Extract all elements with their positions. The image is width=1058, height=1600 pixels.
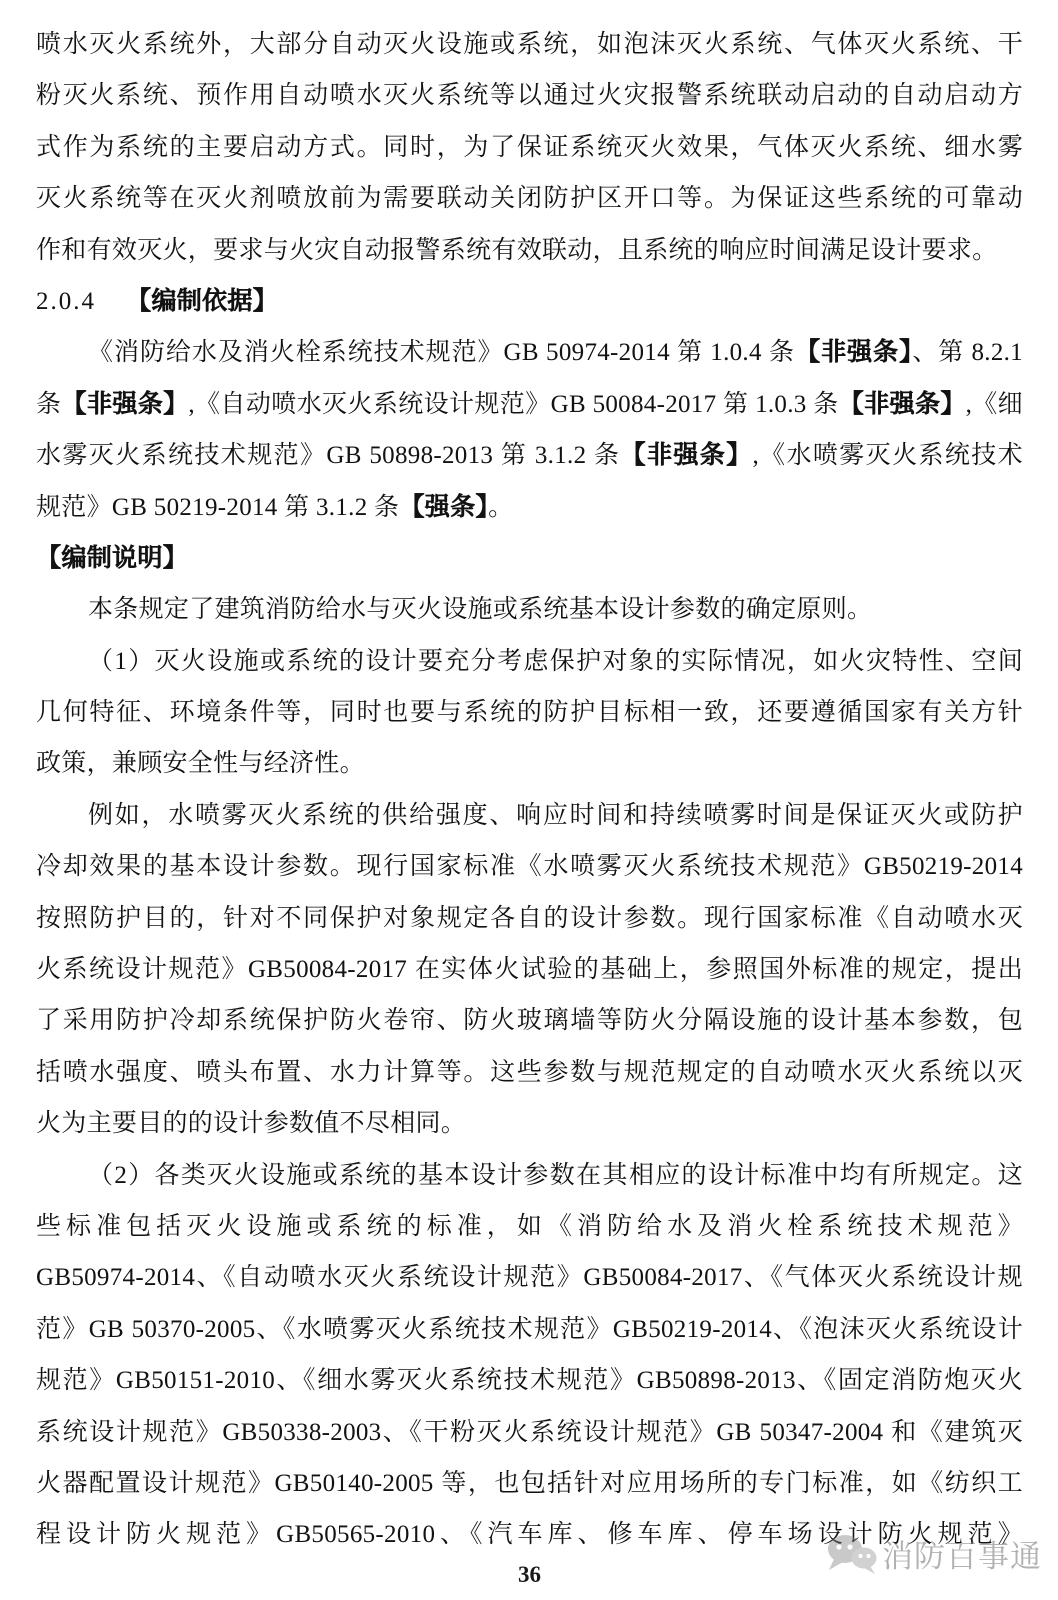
text-line [36, 70, 1023, 121]
text-line [36, 482, 1023, 533]
watermark-text: 消防百事通 [882, 1539, 1042, 1574]
text-run: 《消防给水及消火栓系统技术规范》GB 50974-2014 第 1.0.4 条 [88, 339, 795, 367]
text-line [36, 893, 1023, 944]
text-run: 范》GB 50370-2005、《水喷雾灭火系统技术规范》GB50219-2014、《泡沫灭火系统设计 [36, 1315, 1023, 1343]
text-line [36, 790, 1023, 841]
text-run: 作和有效灭火，要求与火灾自动报警系统有效联动，且系统的响应时间满足设计要求。 [36, 236, 998, 264]
text-run: 火系统设计规范》GB50084-2017 在实体火试验的基础上，参照国外标准的规定，提出 [36, 956, 1023, 984]
text-line [36, 173, 1023, 224]
text-line [36, 327, 1023, 378]
page-number: 36 [518, 1562, 541, 1587]
text-line [36, 636, 1023, 687]
text-run: 喷水灭火系统外，大部分自动灭火设施或系统，如泡沫灭火系统、气体灭火系统、干 [36, 31, 1023, 58]
text-line [36, 1458, 1023, 1509]
text-line [36, 1201, 1023, 1252]
text-line [36, 944, 1023, 995]
text-line [36, 995, 1023, 1046]
text-line [36, 1355, 1023, 1406]
text-run: GB50974-2014、《自动喷水灭火系统设计规范》GB50084-2017、《气体灭火系统设计规 [36, 1264, 1023, 1292]
emphasis-text: 【非强条】 [620, 442, 753, 470]
text-run: 。 [488, 493, 514, 521]
text-run: 2.0.4 [36, 287, 96, 315]
text-line [36, 1047, 1023, 1098]
emphasis-text: 【编制依据】 [126, 287, 278, 315]
text-run: ,《水喷雾灭火系统技术 [752, 442, 1023, 470]
text-line [36, 584, 1023, 635]
text-run: 规范》GB 50219-2014 第 3.1.2 条 [36, 493, 400, 521]
text-line [36, 225, 1023, 276]
text-run: （1）灭火设施或系统的设计要充分考虑保护对象的实际情况，如火灾特性、空间 [88, 647, 1023, 675]
text-line [36, 1304, 1023, 1355]
text-line [36, 687, 1023, 738]
text-run: 例如，水喷雾灭火系统的供给强度、响应时间和持续喷雾时间是保证灭火或防护 [88, 801, 1023, 829]
emphasis-text: 【非强条】 [61, 390, 189, 418]
text-run: 本条规定了建筑消防给水与灭火设施或系统基本设计参数的确定原则。 [88, 596, 873, 624]
text-run: 火器配置设计规范》GB50140-2005 等，也包括针对应用场所的专门标准，如《纺织工 [36, 1469, 1023, 1497]
text-line [36, 19, 1023, 70]
text-run: 政策，兼顾安全性与经济性。 [36, 750, 365, 778]
text-run: 条 [36, 390, 62, 418]
text-run: 些标准包括灭火设施或系统的标准，如《消防给水及消火栓系统技术规范》 [36, 1212, 1023, 1240]
text-line [36, 122, 1023, 173]
text-line [36, 430, 1023, 481]
text-run: 水雾灭火系统技术规范》GB 50898-2013 第 3.1.2 条 [36, 442, 621, 470]
text-run: 系统设计规范》GB50338-2003、《干粉灭火系统设计规范》GB 50347-2004 和《建筑灭 [36, 1418, 1023, 1446]
text-run: ,《自动喷水灭火系统设计规范》GB 50084-2017 第 1.0.3 条 [188, 390, 839, 418]
emphasis-text: 【非强条】 [794, 339, 913, 367]
text-line [36, 1407, 1023, 1458]
text-run: ,《细 [965, 390, 1023, 418]
text-run: 括喷水强度、喷头布置、水力计算等。这些参数与规范规定的自动喷水灭火系统以灭 [36, 1058, 1023, 1086]
text-line [36, 1098, 1023, 1149]
text-run: 粉灭火系统、预作用自动喷水灭火系统等以通过火灾报警系统联动启动的自动启动方 [36, 82, 1023, 110]
text-line [36, 1150, 1023, 1201]
text-line [36, 1509, 1023, 1560]
text-run: 按照防护目的，针对不同保护对象规定各自的设计参数。现行国家标准《自动喷水灭 [36, 904, 1023, 932]
emphasis-text: 【非强条】 [838, 390, 966, 418]
emphasis-text: 【编制说明】 [36, 544, 188, 572]
text-line [36, 738, 1023, 789]
text-run: 灭火系统等在灭火剂喷放前为需要联动关闭防护区开口等。为保证这些系统的可靠动 [36, 185, 1023, 213]
text-line [36, 276, 1023, 327]
text-line [36, 533, 1023, 584]
emphasis-text: 【强条】 [399, 493, 489, 521]
text-line [36, 379, 1023, 430]
text-line [36, 841, 1023, 892]
text-run: 式作为系统的主要启动方式。同时，为了保证系统灭火效果，气体灭火系统、细水雾 [36, 133, 1023, 161]
text-run: 几何特征、环境条件等，同时也要与系统的防护目标相一致，还要遵循国家有关方针 [36, 699, 1023, 727]
text-run: 规范》GB50151-2010、《细水雾灭火系统技术规范》GB50898-2013、《固定消防炮灭火 [36, 1367, 1023, 1395]
text-line [36, 1252, 1023, 1303]
text-run: 冷却效果的基本设计参数。现行国家标准《水喷雾灭火系统技术规范》GB50219-2014 [36, 853, 1023, 881]
text-run: 火为主要目的的设计参数值不尽相同。 [36, 1110, 467, 1138]
text-run: 、第 8.2.1 [912, 339, 1023, 367]
text-run: 了采用防护冷却系统保护防火卷帘、防火玻璃墙等防火分隔设施的设计基本参数，包 [36, 1007, 1023, 1035]
document-body [36, 19, 1023, 1561]
text-run: 程设计防火规范》GB50565-2010、《汽车库、修车库、停车场设计防火规范》 [36, 1521, 1023, 1549]
text-run: （2）各类灭火设施或系统的基本设计参数在其相应的设计标准中均有所规定。这 [88, 1161, 1023, 1189]
